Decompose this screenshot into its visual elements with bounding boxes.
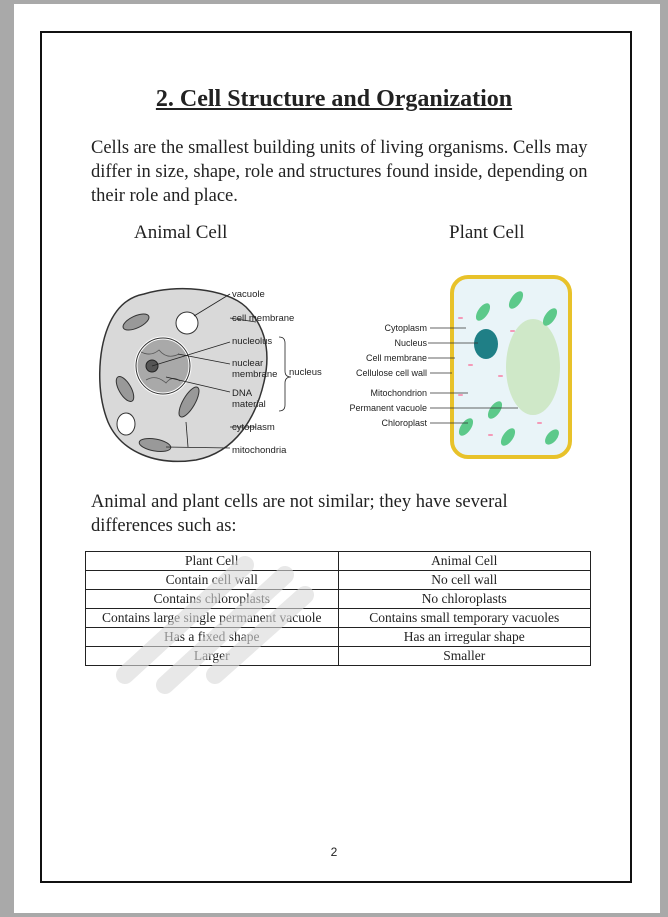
plant-cell-diagram: [338, 272, 578, 462]
animal-cell-title: Animal Cell: [134, 222, 228, 243]
table-row: [86, 571, 591, 590]
table-header-row: [86, 552, 591, 571]
label-membrane: membrane: [232, 369, 278, 380]
label-plant-cell-membrane: Cell membrane: [365, 353, 427, 363]
plant-cell-title: Plant Cell: [449, 222, 525, 243]
label-plant-nucleus: Nucleus: [394, 338, 427, 348]
table-cell: Contains large single permanent vacuole: [86, 609, 339, 628]
table-cell: Contains chloroplasts: [86, 590, 339, 609]
table-cell: Contains small temporary vacuoles: [338, 609, 591, 628]
table-row: [86, 609, 591, 628]
label-cell-membrane: cell membrane: [232, 313, 295, 324]
intro-paragraph: Cells are the smallest building units of living organisms. Cells may differ in size, shape, role and structures found inside, depending on their role and place.: [91, 138, 588, 206]
table-row: [86, 647, 591, 666]
label-plant-mitochondrion: Mitochondrion: [370, 388, 427, 398]
table-row: [86, 628, 591, 647]
header-animal-cell: Animal Cell: [338, 552, 591, 571]
label-plant-cell-wall: Cellulose cell wall: [355, 368, 427, 378]
label-cytoplasm: cytoplasm: [232, 422, 275, 433]
label-nuclear: nuclear: [232, 358, 264, 369]
table-cell: No cell wall: [338, 571, 591, 590]
table-cell: Smaller: [338, 647, 591, 666]
comparison-intro: Animal and plant cells are not similar; they have several differences such as:: [91, 492, 508, 536]
label-nucleus: nucleus: [289, 367, 322, 378]
label-plant-cytoplasm: Cytoplasm: [384, 323, 427, 333]
table-cell: Has a fixed shape: [86, 628, 339, 647]
comparison-table: [85, 551, 591, 666]
page-title: 2. Cell Structure and Organization: [155, 86, 513, 112]
header-plant-cell: Plant Cell: [86, 552, 339, 571]
plant-nucleus-shape: [474, 329, 498, 359]
table-cell: Contain cell wall: [86, 571, 339, 590]
table-cell: Larger: [86, 647, 339, 666]
animal-cell-diagram: [96, 282, 336, 467]
label-nucleolus: nucleolus: [232, 336, 273, 347]
label-material: material: [232, 399, 266, 410]
table-cell: No chloroplasts: [338, 590, 591, 609]
table-row: [86, 590, 591, 609]
label-plant-chloroplast: Chloroplast: [381, 418, 427, 428]
plant-vacuole-shape: [506, 319, 560, 415]
table-cell: Has an irregular shape: [338, 628, 591, 647]
label-vacuole: vacuole: [232, 289, 265, 300]
label-dna: DNA: [232, 388, 253, 399]
page-number: 2: [330, 845, 338, 859]
label-plant-vacuole: Permanent vacuole: [349, 403, 427, 413]
label-mitochondria: mitochondria: [232, 445, 287, 456]
